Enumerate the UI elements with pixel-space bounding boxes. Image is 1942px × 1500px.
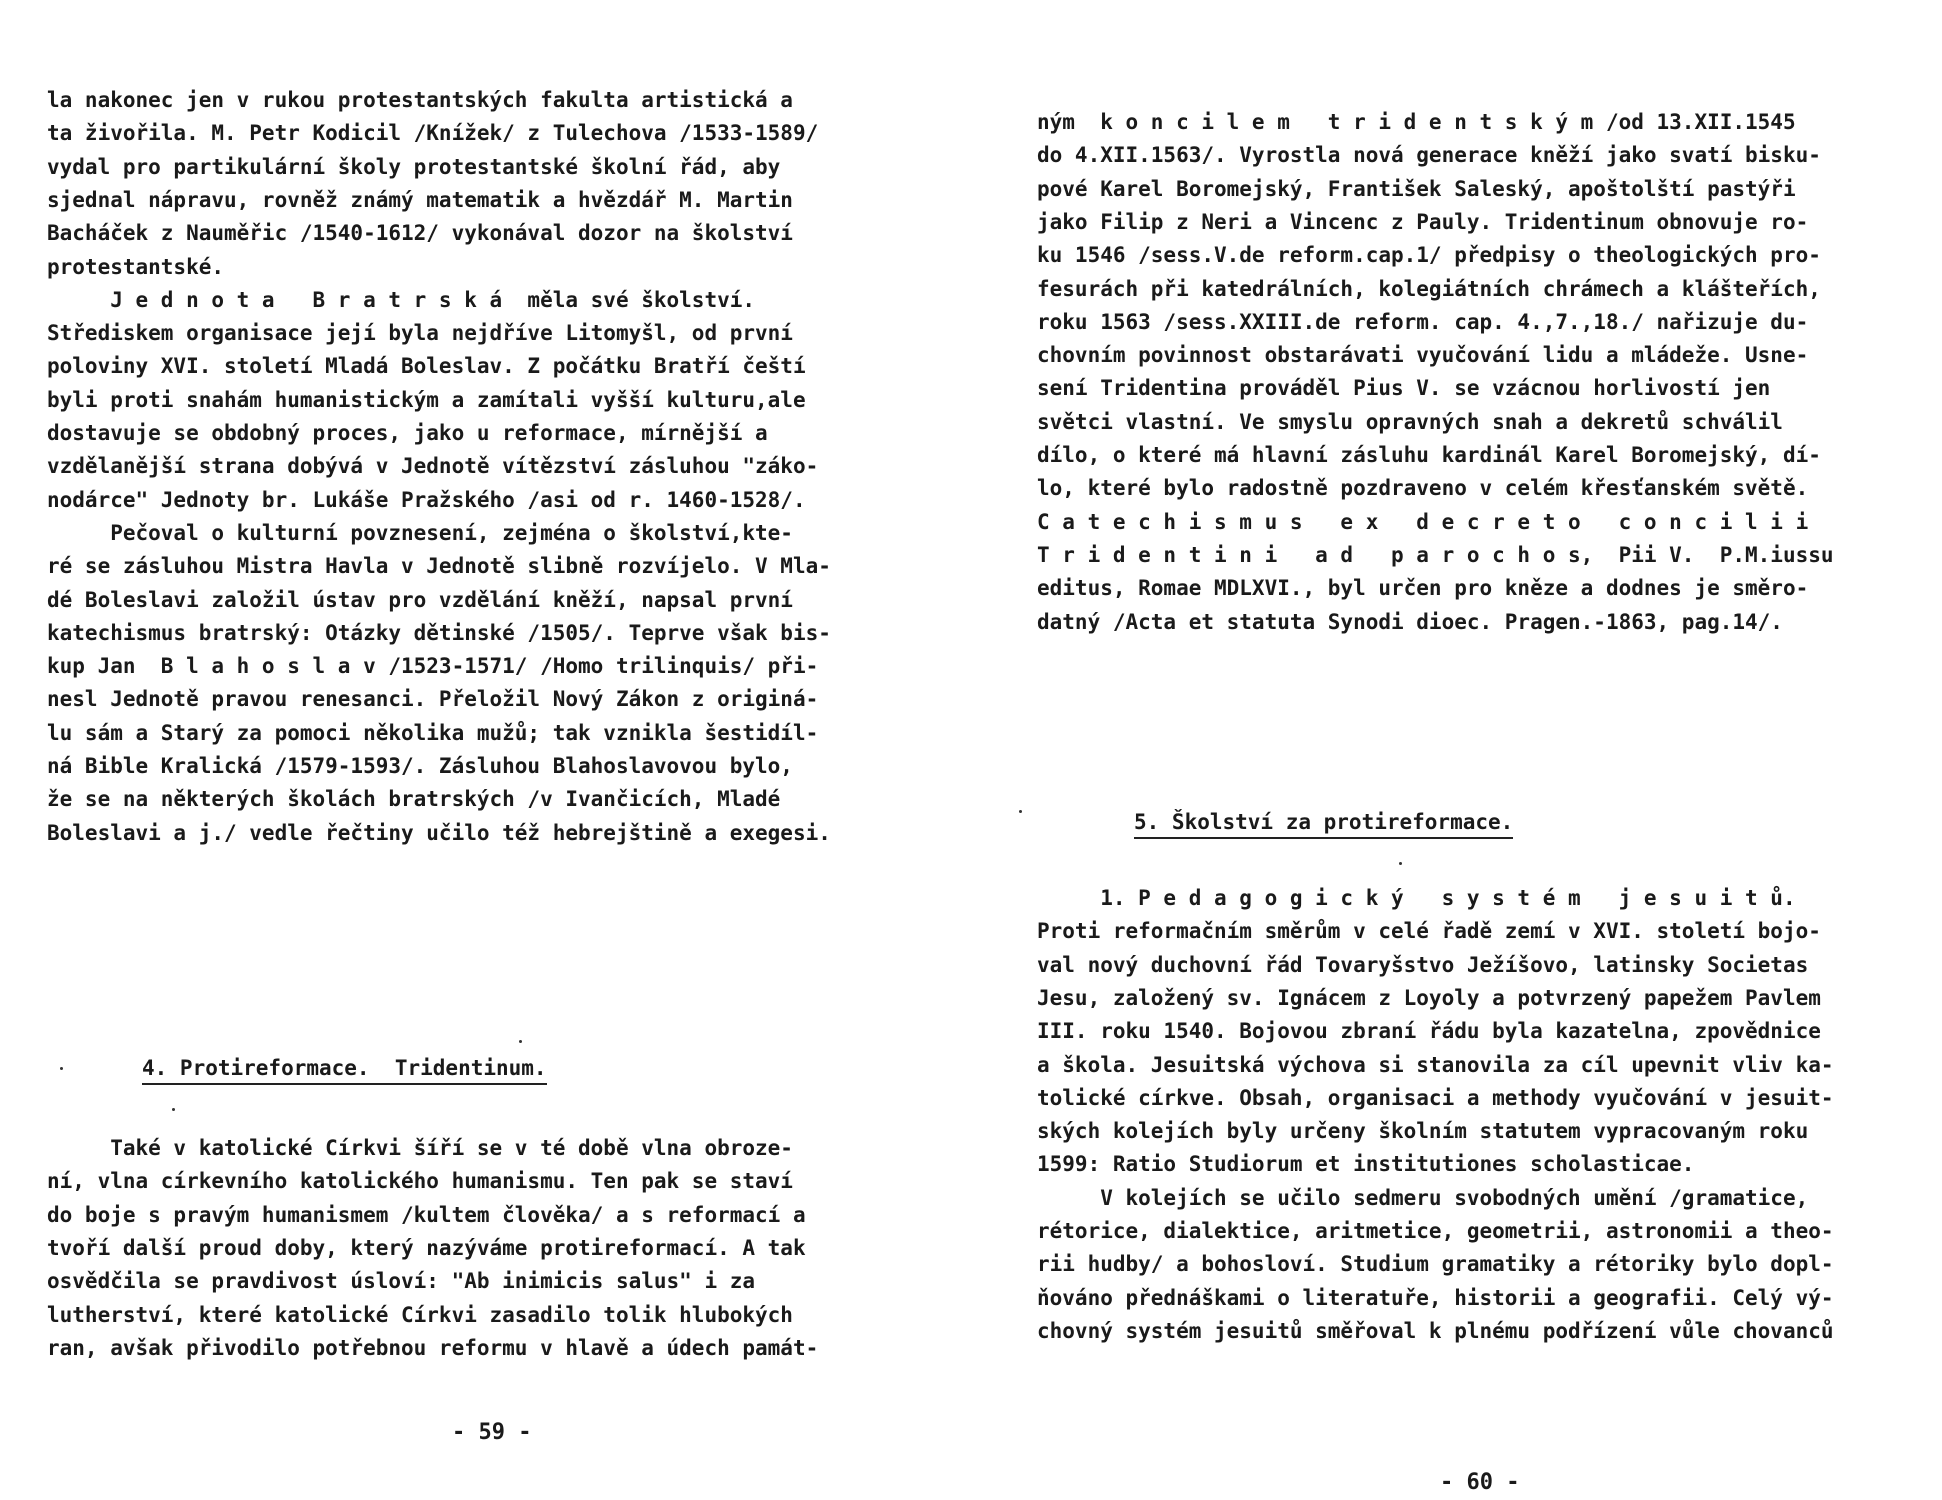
text-line: datný /Acta et statuta Synodi dioec. Pragen.-1863, pag.14/. bbox=[1037, 609, 1783, 634]
text-line: světci vlastní. Ve smyslu opravných snah a dekretů schválil bbox=[1037, 409, 1783, 434]
text-line: editus, Romae MDLXVI., byl určen pro kněze a dodnes je směro- bbox=[1037, 576, 1809, 601]
scan-speck bbox=[1399, 862, 1402, 865]
text-line: fesurách při katedrálních, kolegiátních chrámech a klášteřích, bbox=[1037, 276, 1821, 301]
text-line: V kolejích se učilo sedmeru svobodných umění /gramatice, bbox=[1037, 1185, 1809, 1210]
scan-speck bbox=[1019, 810, 1022, 813]
left-section-heading: 4. Protireformace. Tridentinum. bbox=[142, 1054, 547, 1085]
text-line: val nový duchovní řád Tovaryšstvo Ježíšovo, latinsky Societas bbox=[1037, 952, 1809, 977]
text-line: 1599: Ratio Studiorum et institutiones scholasticae. bbox=[1037, 1152, 1695, 1177]
text-line: kup Jan B l a h o s l a v /1523-1571/ /Homo trilinquis/ při- bbox=[47, 654, 819, 679]
text-line: 1. P e d a g o g i c k ý s y s t é m j e s u i t ů. bbox=[1037, 886, 1796, 910]
text-line: rii hudby/ a bohosloví. Studium gramatiky a rétoriky bylo dopl- bbox=[1037, 1252, 1834, 1277]
text-line: Boleslavi a j./ vedle řečtiny učilo též hebrejštině a exegesi. bbox=[47, 820, 831, 845]
right-page-number: - 60 - bbox=[1440, 1470, 1520, 1495]
text-line: lutherství, které katolické Církvi zasadilo tolik hlubokých bbox=[47, 1302, 793, 1327]
right-page bbox=[971, 0, 1942, 1500]
text-line: tolické církve. Obsah, organisaci a methody vyučování v jesuit- bbox=[1037, 1085, 1834, 1110]
text-line: vydal pro partikulární školy protestantské školní řád, aby bbox=[47, 154, 781, 179]
text-line: ré se zásluhou Mistra Havla v Jednotě slibně rozvíjelo. V Mla- bbox=[47, 554, 831, 579]
text-line: chovním povinnost obstarávati vyučování lidu a mládeže. Usne- bbox=[1037, 343, 1809, 368]
scan-speck bbox=[172, 1108, 175, 1111]
text-line: do 4.XII.1563/. Vyrostla nová generace kněží jako svatí bisku- bbox=[1037, 143, 1821, 168]
text-line: ná Bible Kralická /1579-1593/. Zásluhou Blahoslavovou bylo, bbox=[47, 754, 793, 778]
text-line: chovný systém jesuitů směřoval k plnému podřízení vůle chovanců bbox=[1037, 1318, 1834, 1343]
left-page-number: - 59 - bbox=[452, 1420, 532, 1445]
text-line: III. roku 1540. Bojovou zbraní řádu byla kazatelna, zpovědnice bbox=[1037, 1019, 1821, 1044]
text-line: byli proti snahám humanistickým a zamítali vyšší kulturu,ale bbox=[47, 387, 806, 412]
text-line: ným k o n c i l e m t r i d e n t s k ý m /od 13.XII.1545 bbox=[1037, 110, 1796, 134]
text-line: nesl Jednotě pravou renesanci. Přeložil Nový Zákon z originá- bbox=[47, 687, 819, 712]
text-line: poloviny XVI. století Mladá Boleslav. Z počátku Bratří čeští bbox=[47, 354, 806, 379]
text-line: la nakonec jen v rukou protestantských fakulta artistická a bbox=[47, 88, 793, 112]
text-line: J e d n o t a B r a t r s k á měla své školství. bbox=[47, 287, 756, 312]
text-line: ských kolejích byly určeny školním statutem vypracovaným roku bbox=[1037, 1119, 1809, 1144]
text-line: lu sám a Starý za pomoci několika mužů; tak vznikla šestidíl- bbox=[47, 720, 819, 745]
text-line: pové Karel Boromejský, František Saleský, apoštolští pastýři bbox=[1037, 176, 1796, 201]
text-line: roku 1563 /sess.XXIII.de reform. cap. 4.,7.,18./ nařizuje du- bbox=[1037, 309, 1809, 334]
text-line: dé Boleslavi založil ústav pro vzdělání kněží, napsal první bbox=[47, 587, 793, 612]
text-line: Bacháček z Nauměřic /1540-1612/ vykonával dozor na školství bbox=[47, 221, 793, 246]
text-line: C a t e c h i s m u s e x d e c r e t o c o n c i l i i bbox=[1037, 509, 1809, 534]
text-line: sení Tridentina prováděl Pius V. se vzácnou horlivostí jen bbox=[1037, 376, 1771, 401]
text-line: dostavuje se obdobný proces, jako u reformace, mírnější a bbox=[47, 421, 768, 445]
text-line: že se na některých školách bratrských /v Ivančicích, Mladé bbox=[47, 787, 781, 812]
text-line: a škola. Jesuitská výchova si stanovila za cíl upevnit vliv ka- bbox=[1037, 1052, 1834, 1077]
text-line: Pečoval o kulturní povznesení, zejména o školství,kte- bbox=[47, 520, 793, 545]
scan-speck bbox=[60, 1067, 63, 1070]
text-line: do boje s pravým humanismem /kultem člověka/ a s reformací a bbox=[47, 1202, 806, 1227]
text-line: sjednal nápravu, rovněž známý matematik a hvězdář M. Martin bbox=[47, 187, 793, 212]
right-section-heading: 5. Školství za protireformace. bbox=[1134, 808, 1513, 839]
scan-speck bbox=[519, 1040, 522, 1043]
text-line: protestantské. bbox=[47, 254, 225, 279]
text-line: Také v katolické Církvi šíří se v té době vlna obroze- bbox=[47, 1136, 793, 1160]
text-line: ta živořila. M. Petr Kodicil /Knížek/ z Tulechova /1533-1589/ bbox=[47, 121, 819, 146]
text-line: Jesu, založený sv. Ignácem z Loyoly a potvrzený papežem Pavlem bbox=[1037, 985, 1821, 1010]
text-line: katechismus bratrský: Otázky dětinské /1505/. Teprve však bis- bbox=[47, 620, 831, 645]
text-line: osvědčila se pravdivost úsloví: "Ab inimicis salus" i za bbox=[47, 1269, 756, 1294]
text-line: jako Filip z Neri a Vincenc z Pauly. Tridentinum obnovuje ro- bbox=[1037, 209, 1809, 234]
text-line: ran, avšak přivodilo potřebnou reformu v hlavě a údech památ- bbox=[47, 1335, 819, 1360]
text-line: T r i d e n t i n i a d p a r o c h o s, Pii V. P.M.iussu bbox=[1037, 542, 1834, 567]
text-line: Střediskem organisace její byla nejdříve Litomyšl, od první bbox=[47, 321, 793, 346]
text-line: ňováno přednáškami o literatuře, historii a geografii. Celý vý- bbox=[1037, 1285, 1834, 1310]
text-line: lo, které bylo radostně pozdraveno v celém křesťanském světě. bbox=[1037, 476, 1809, 501]
text-line: Proti reformačním směrům v celé řadě zemí v XVI. století bojo- bbox=[1037, 919, 1821, 944]
text-line: tvoří další proud doby, který nazýváme protireformací. A tak bbox=[47, 1235, 806, 1260]
text-line: ku 1546 /sess.V.de reform.cap.1/ předpisy o theologických pro- bbox=[1037, 243, 1821, 268]
text-line: dílo, o které má hlavní zásluhu kardinál Karel Boromejský, dí- bbox=[1037, 443, 1821, 467]
text-line: ní, vlna církevního katolického humanismu. Ten pak se staví bbox=[47, 1169, 793, 1194]
text-line: nodárce" Jednoty br. Lukáše Pražského /asi od r. 1460-1528/. bbox=[47, 487, 806, 512]
text-line: vzdělanější strana dobývá v Jednotě vítězství zásluhou "záko- bbox=[47, 454, 819, 479]
text-line: rétorice, dialektice, aritmetice, geometrii, astronomii a theo- bbox=[1037, 1219, 1834, 1243]
